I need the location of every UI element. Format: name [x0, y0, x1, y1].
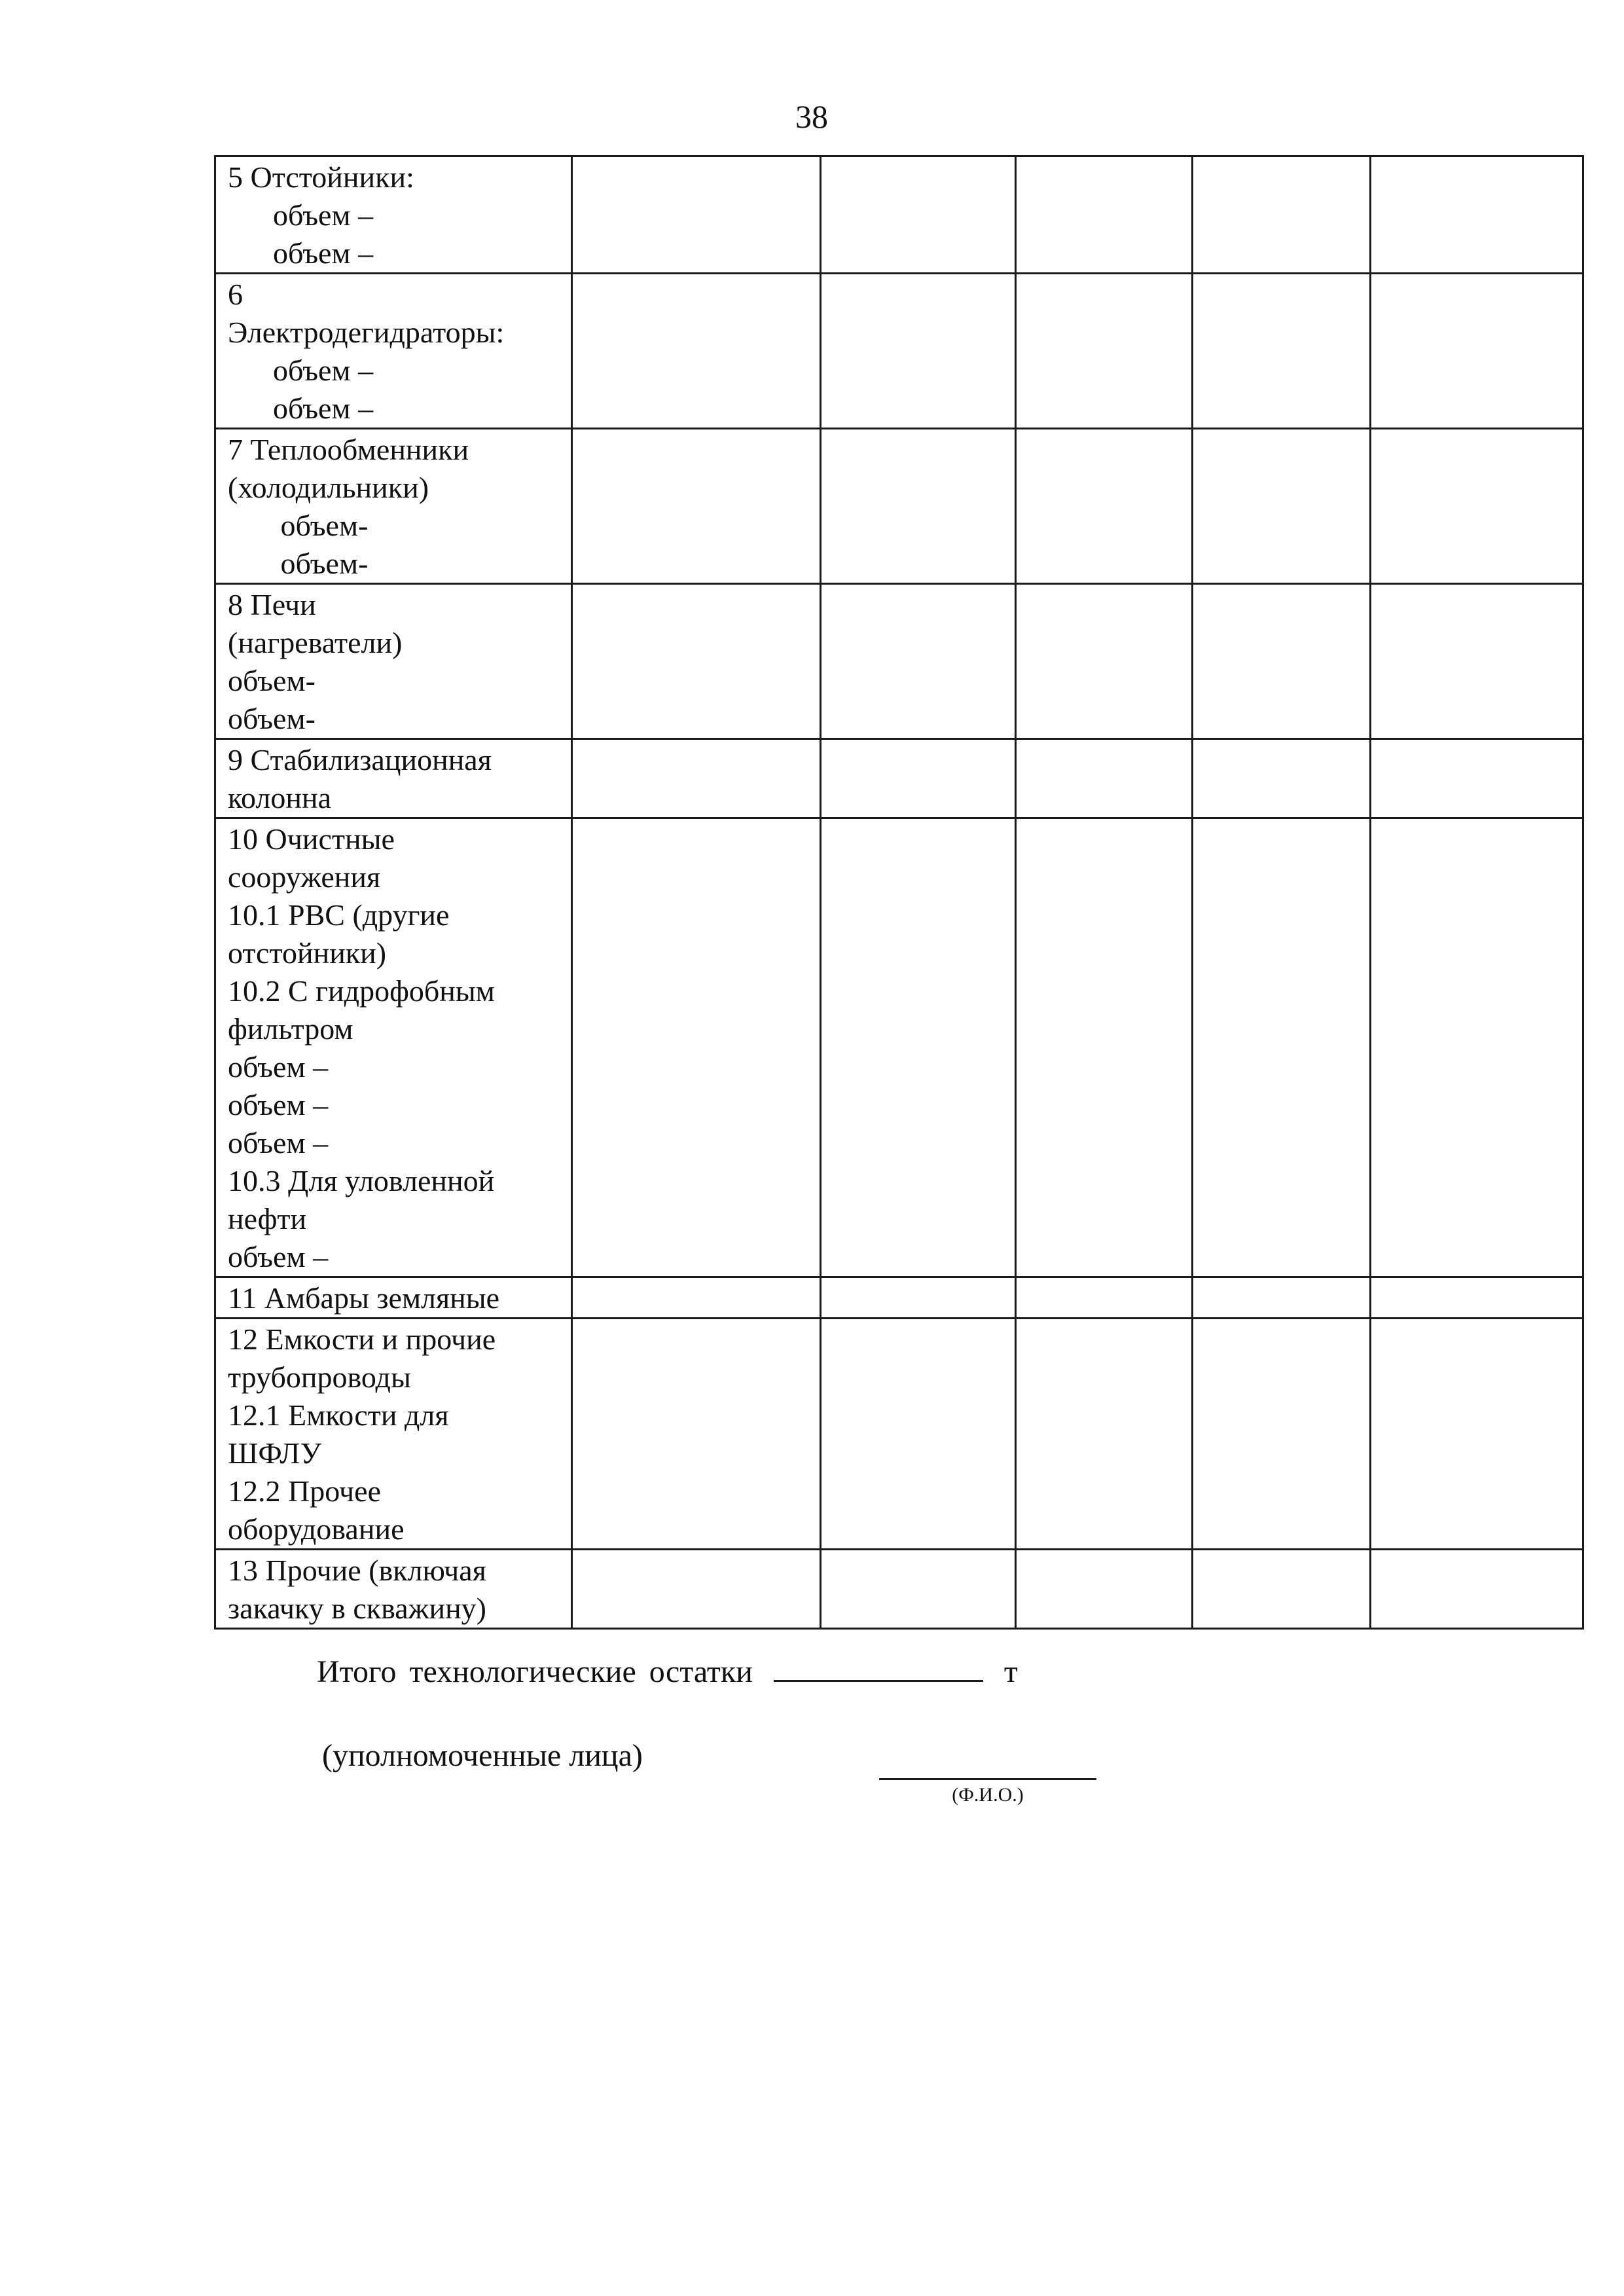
- residuals-table: [214, 155, 1584, 1630]
- table-cell[interactable]: [821, 739, 1016, 818]
- table-cell[interactable]: [1371, 156, 1583, 274]
- table-cell[interactable]: [1016, 1277, 1193, 1319]
- table-row: [215, 429, 1583, 584]
- table-cell[interactable]: [572, 1277, 821, 1319]
- table-cell[interactable]: [1193, 584, 1371, 739]
- table-row: [215, 818, 1583, 1277]
- table-cell[interactable]: [821, 584, 1016, 739]
- table-cell[interactable]: [1016, 584, 1193, 739]
- table-cell[interactable]: [1016, 274, 1193, 429]
- table-row: [215, 1277, 1583, 1319]
- table-cell[interactable]: [821, 274, 1016, 429]
- signature-caption: (Ф.И.О.): [952, 1784, 1024, 1806]
- table-cell[interactable]: [1193, 156, 1371, 274]
- table-cell[interactable]: [572, 274, 821, 429]
- signature-label: (уполномоченные лица): [322, 1738, 643, 1773]
- total-residuals-line: [317, 1651, 1018, 1692]
- table-cell[interactable]: [1016, 1550, 1193, 1629]
- table-cell[interactable]: [1193, 274, 1371, 429]
- table-cell[interactable]: [572, 818, 821, 1277]
- table-cell[interactable]: [821, 429, 1016, 584]
- row-label: 5 Отстойники: объем – объем –: [215, 156, 572, 274]
- total-value-field[interactable]: [774, 1651, 983, 1682]
- table-cell[interactable]: [821, 1319, 1016, 1550]
- table-row: [215, 156, 1583, 274]
- table-cell[interactable]: [1193, 739, 1371, 818]
- table-cell[interactable]: [1016, 1319, 1193, 1550]
- table-cell[interactable]: [572, 584, 821, 739]
- row-label: 8 Печи (нагреватели) объем- объем-: [215, 584, 572, 739]
- table-cell[interactable]: [1371, 584, 1583, 739]
- table-cell[interactable]: [1371, 429, 1583, 584]
- row-label: 12 Емкости и прочие трубопроводы 12.1 Емкости для ШФЛУ 12.2 Прочее оборудование: [215, 1319, 572, 1550]
- table-cell[interactable]: [1371, 739, 1583, 818]
- total-label: Итого технологические остатки: [317, 1654, 753, 1689]
- table-cell[interactable]: [572, 739, 821, 818]
- table-cell[interactable]: [1016, 156, 1193, 274]
- table-row: [215, 1319, 1583, 1550]
- table-cell[interactable]: [1371, 274, 1583, 429]
- table-cell[interactable]: [1371, 1550, 1583, 1629]
- table-cell[interactable]: [1371, 1277, 1583, 1319]
- table-cell[interactable]: [821, 818, 1016, 1277]
- table-row: [215, 1550, 1583, 1629]
- table-cell[interactable]: [821, 156, 1016, 274]
- table-cell[interactable]: [572, 429, 821, 584]
- row-label: 6 Электродегидраторы: объем – объем –: [215, 274, 572, 429]
- table-cell[interactable]: [572, 156, 821, 274]
- table-cell[interactable]: [1016, 818, 1193, 1277]
- table-cell[interactable]: [1193, 1277, 1371, 1319]
- row-label: 7 Теплообменники (холодильники) объем- объем-: [215, 429, 572, 584]
- table-cell[interactable]: [1371, 818, 1583, 1277]
- page-number: 38: [795, 98, 828, 135]
- row-label: 10 Очистные сооружения 10.1 РВС (другие отстойники) 10.2 С гидрофобным фильтром объем – объем – объем – 10.3 Для уловленной нефти объем –: [215, 818, 572, 1277]
- table-cell[interactable]: [821, 1277, 1016, 1319]
- table-row: [215, 739, 1583, 818]
- table-row: [215, 274, 1583, 429]
- table-cell[interactable]: [1193, 818, 1371, 1277]
- signature-field[interactable]: [879, 1778, 1096, 1780]
- table-cell[interactable]: [572, 1550, 821, 1629]
- row-label: 9 Стабилизационная колонна: [215, 739, 572, 818]
- table-cell[interactable]: [1193, 1550, 1371, 1629]
- table-cell[interactable]: [1016, 429, 1193, 584]
- row-label: 11 Амбары земляные: [215, 1277, 572, 1319]
- total-unit: т: [1003, 1654, 1018, 1689]
- table-cell[interactable]: [1193, 429, 1371, 584]
- table-cell[interactable]: [572, 1319, 821, 1550]
- table-cell[interactable]: [1016, 739, 1193, 818]
- table-cell[interactable]: [1371, 1319, 1583, 1550]
- table-row: [215, 584, 1583, 739]
- row-label: 13 Прочие (включая закачку в скважину): [215, 1550, 572, 1629]
- table-cell[interactable]: [821, 1550, 1016, 1629]
- table-cell[interactable]: [1193, 1319, 1371, 1550]
